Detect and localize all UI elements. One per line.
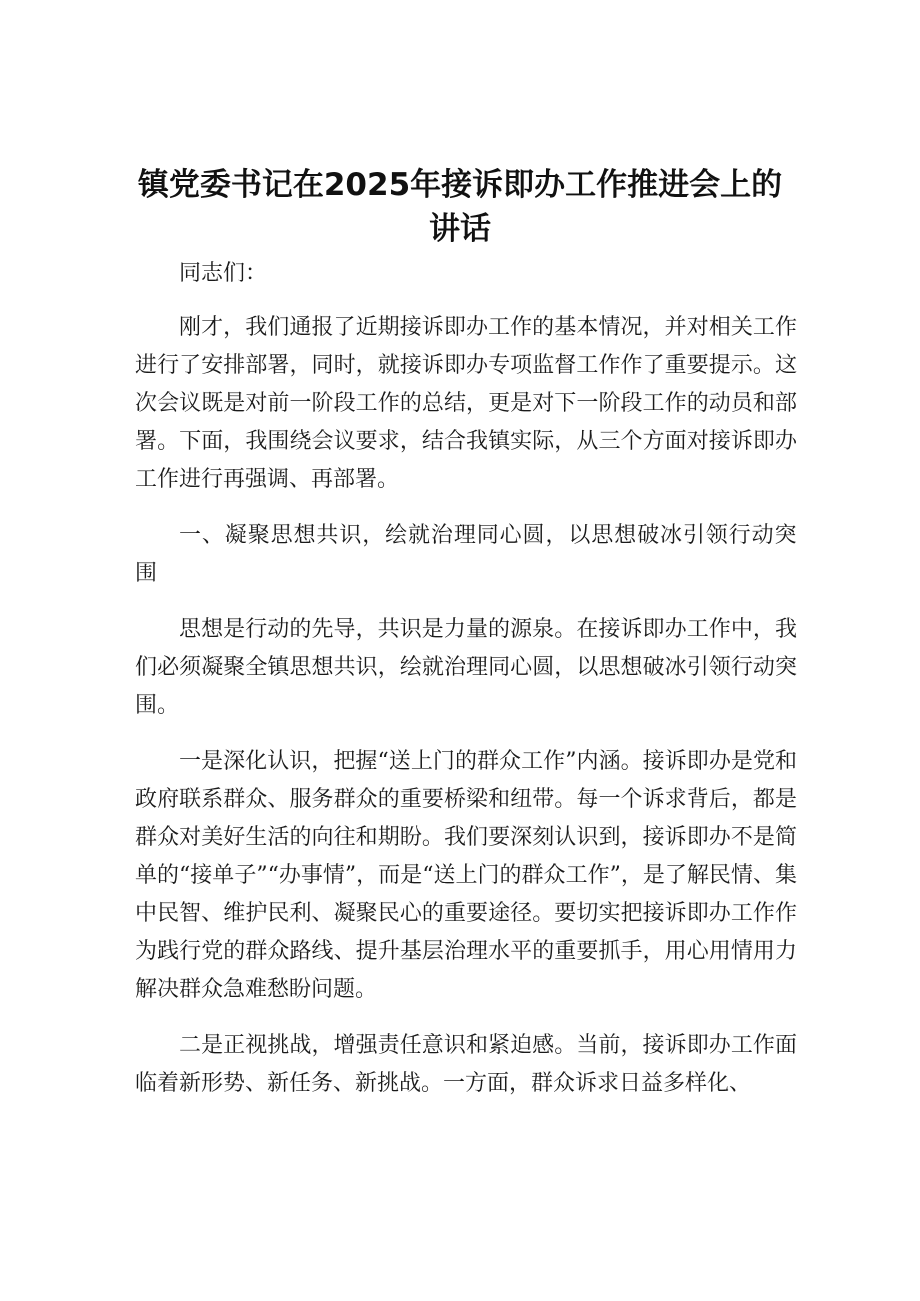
paragraph-section-1: 思想是行动的先导，共识是力量的源泉。在接诉即办工作中，我们必须凝聚全镇思想共识，绘就治理同心圆，以思想破冰引领行动突围。 — [135, 617, 797, 718]
paragraph-point-1: 一是深化认识，把握“送上门的群众工作”内涵。接诉即办是党和政府联系群众、服务群众的重要桥梁和纽带。每一个诉求背后，都是群众对美好生活的向往和期盼。我们要深刻认识到，接诉即办不是简单的“接单子”“办事情”，而是“送上门的群众工作”，是了解民情、集中民智、维护民利、凝聚民心的重要途径。要切实把接诉即办工作作为践行党的群众路线、提升基层治理水平的重要抓手，用心用情用力解决群众急难愁盼问题。 — [135, 749, 797, 1002]
paragraph-point-2: 二是正视挑战，增强责任意识和紧迫感。当前，接诉即办工作面临着新形势、新任务、新挑战。一方面，群众诉求日益多样化、 — [135, 1033, 797, 1096]
document-body — [135, 255, 797, 1121]
title-line-1: 镇党委书记在2025年接诉即办工作推进会上的 — [137, 167, 783, 203]
paragraph-intro: 刚才，我们通报了近期接诉即办工作的基本情况，并对相关工作进行了安排部署，同时，就接诉即办专项监督工作作了重要提示。这次会议既是对前一阶段工作的总结，更是对下一阶段工作的动员和部署。下面，我围绕会议要求，结合我镇实际，从三个方面对接诉即办工作进行再强调、再部署。 — [135, 315, 797, 492]
section-heading-1: 一、凝聚思想共识，绘就治理同心圆，以思想破冰引领行动突围 — [135, 523, 797, 586]
greeting: 同志们： — [179, 261, 268, 286]
document-title — [0, 163, 920, 251]
title-line-2: 讲话 — [429, 211, 491, 247]
